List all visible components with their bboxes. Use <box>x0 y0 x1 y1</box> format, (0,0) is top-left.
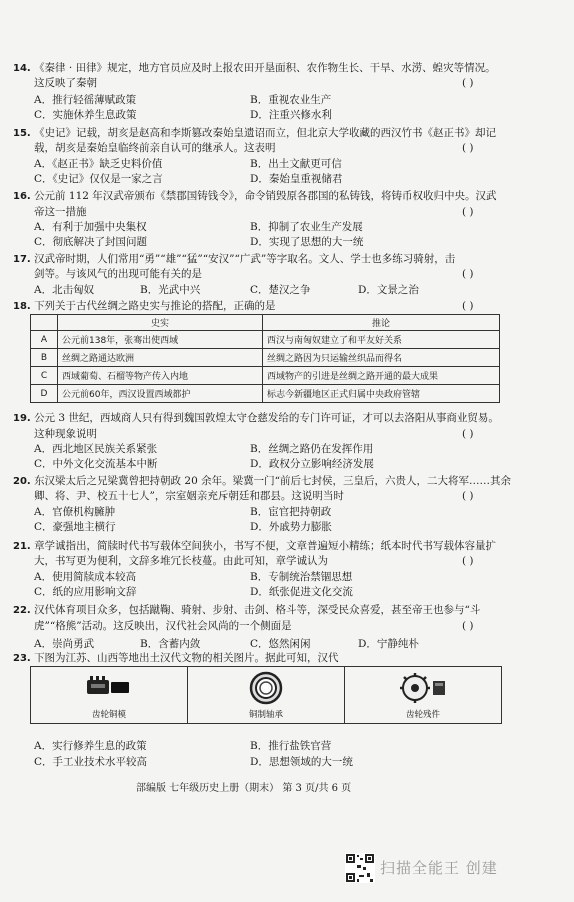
q20-option-b[interactable]: B．宦官把持朝政 <box>250 506 332 518</box>
row-key: A <box>31 331 58 349</box>
q14-stem-line1: 14. 《秦律 · 田律》规定，地方官员应及时上报农田开垦面积、农作物生长、干旱、水涝、蝗灾等情况。 <box>13 62 496 74</box>
row-key: C <box>31 367 58 385</box>
q21-option-a[interactable]: A．使用简牍成本较高 <box>34 571 137 583</box>
q18-table <box>30 314 500 403</box>
row-key: B <box>31 349 58 367</box>
q23-option-d[interactable]: D．思想领域的大一统 <box>250 756 353 768</box>
q19-answer-blank[interactable]: ( ) <box>462 428 474 440</box>
q14-option-b[interactable]: B．重视农业生产 <box>250 94 332 106</box>
row-fact: 公元前60年，西汉设置西域都护 <box>58 385 263 403</box>
q14-option-c[interactable]: C．实施休养生息政策 <box>34 109 137 121</box>
q14-answer-blank[interactable]: ( ) <box>462 77 474 89</box>
q15-stem-line1: 15. 《史记》记载，胡亥是赵高和李斯篡改秦始皇遗诏而立，但北京大学收藏的西汉竹书《赵正书》却记 <box>13 127 497 139</box>
table-row <box>31 331 500 349</box>
q23-option-b[interactable]: B．推行盐铁官营 <box>250 740 332 752</box>
q22-stem-line2: 虎”“格熊”活动。这反映出，汉代社会风尚的一个侧面是 <box>34 620 292 632</box>
q21-stem-line1: 21. 章学诚指出，简牍时代书写载体空间狭小，书写不便，文章普遍短小精练；纸本时代书写载体容量扩 <box>13 540 497 552</box>
row-key: D <box>31 385 58 403</box>
q16-answer-blank[interactable]: ( ) <box>462 206 474 218</box>
q21-stem-line2: 大，书写更为便利，文辞多堆冗长枝蔓。由此可知，章学诚认为 <box>34 555 328 567</box>
bearing-icon <box>246 671 286 705</box>
q21-option-d[interactable]: D．纸张促进文化交流 <box>250 586 353 598</box>
q18-answer-blank[interactable]: ( ) <box>462 300 474 312</box>
q14-stem-line2: 这反映了秦朝 <box>34 77 97 89</box>
row-inference: 丝绸之路因为只运输丝织品而得名 <box>263 349 500 367</box>
q20-answer-blank[interactable]: ( ) <box>462 490 474 502</box>
row-fact: 公元前138年，张骞出使西域 <box>58 331 263 349</box>
table-header-row <box>31 315 500 331</box>
q21-option-b[interactable]: B．专制统治禁锢思想 <box>250 571 353 583</box>
row-inference: 西汉与南匈奴建立了和平友好关系 <box>263 331 500 349</box>
q19-stem-line2: 这种现象说明 <box>34 428 97 440</box>
gear-fragment-figure <box>345 667 501 723</box>
bearing-figure <box>188 667 344 723</box>
q22-option-d[interactable]: D．宁静纯朴 <box>358 638 419 650</box>
q20-option-a[interactable]: A．官僚机构臃肿 <box>34 506 116 518</box>
q22-option-b[interactable]: B．含蓄内敛 <box>140 638 201 650</box>
bearing-caption: 铜制轴承 <box>248 710 283 720</box>
q15-option-c[interactable]: C．《史记》仅仅是一家之言 <box>34 173 163 185</box>
q17-option-a[interactable]: A．北击匈奴 <box>34 284 95 296</box>
q19-option-d[interactable]: D．政权分立影响经济发展 <box>250 458 374 470</box>
row-inference: 标志今新疆地区正式归属中央政府管辖 <box>263 385 500 403</box>
q21-option-c[interactable]: C．纸的应用影响文辞 <box>34 586 137 598</box>
gear-mold-figure <box>31 667 187 723</box>
table-header-inference: 推论 <box>263 315 500 331</box>
q19-stem-line1: 19. 公元 3 世纪，西域商人只有得到魏国敦煌太守仓慈发给的专门许可证，才可以去洛阳从事商业贸易。 <box>13 412 499 424</box>
gear-fragment-icon <box>393 671 453 705</box>
q19-option-b[interactable]: B．丝绸之路仍在发挥作用 <box>250 443 374 455</box>
table-row <box>31 367 500 385</box>
gear-fragment-caption: 齿轮残件 <box>405 710 440 720</box>
gear-mold-icon <box>79 671 139 705</box>
q17-answer-blank[interactable]: ( ) <box>462 268 474 280</box>
q16-option-c[interactable]: C．彻底解决了封国问题 <box>34 236 148 248</box>
q14-option-d[interactable]: D．注重兴修水利 <box>250 109 332 121</box>
gear-mold-caption: 齿轮铜模 <box>91 710 126 720</box>
q14-option-a[interactable]: A．推行轻徭薄赋政策 <box>34 94 137 106</box>
q22-answer-blank[interactable]: ( ) <box>462 620 474 632</box>
table-row <box>31 385 500 403</box>
row-fact: 西域葡萄、石榴等物产传入内地 <box>58 367 263 385</box>
q15-option-a[interactable]: A．《赵正书》缺乏史料价值 <box>34 158 163 170</box>
q23-stem: 23. 下图为江苏、山西等地出土汉代文物的相关图片。据此可知，汉代 <box>13 652 339 664</box>
q18-stem: 18. 下列关于古代丝绸之路史实与推论的搭配，正确的是 <box>13 300 276 312</box>
q20-option-d[interactable]: D．外戚势力膨胀 <box>250 521 332 533</box>
q15-stem-line2: 载，胡亥是秦始皇临终前亲自认可的继承人。这表明 <box>34 142 276 154</box>
q22-option-a[interactable]: A．崇尚勇武 <box>34 638 95 650</box>
q23-option-a[interactable]: A．实行修养生息的政策 <box>34 740 147 752</box>
q16-stem-line1: 16. 公元前 112 年汉武帝颁布《禁郡国铸钱令》，命令销毁原各郡国的私铸钱，将铸币权收归中央。汉武 <box>13 190 497 202</box>
q16-option-b[interactable]: B．抑制了农业生产发展 <box>250 221 363 233</box>
q15-option-d[interactable]: D．秦始皇重视储君 <box>250 173 343 185</box>
q17-stem-line1: 17. 汉武帝时期，人们常用“勇”“雄”“猛”“安汉”“广武”等字取名。文人、学士也多练习骑射，击 <box>13 253 456 265</box>
table-row <box>31 349 500 367</box>
q19-option-a[interactable]: A．西北地区民族关系紧张 <box>34 443 158 455</box>
q16-option-d[interactable]: D．实现了思想的大一统 <box>250 236 364 248</box>
q15-option-b[interactable]: B．出土文献更可信 <box>250 158 342 170</box>
q20-stem-line1: 20. 东汉梁太后之兄梁冀曾把持朝政 20 余年。梁冀一门“前后七封侯，三皇后，六贵人，二大将军……其余 <box>13 475 511 487</box>
row-fact: 丝绸之路通达欧洲 <box>58 349 263 367</box>
page-footer: 部编版 七年级历史上册（期末） 第 3 页/共 6 页 <box>136 783 352 794</box>
q22-option-c[interactable]: C．悠然闲闲 <box>250 638 311 650</box>
q19-option-c[interactable]: C．中外文化交流基本中断 <box>34 458 158 470</box>
q17-option-b[interactable]: B．光武中兴 <box>140 284 201 296</box>
q20-option-c[interactable]: C．豪强地主横行 <box>34 521 116 533</box>
q15-answer-blank[interactable]: ( ) <box>462 142 474 154</box>
q23-option-c[interactable]: C．手工业技术水平较高 <box>34 756 148 768</box>
q21-answer-blank[interactable]: ( ) <box>462 555 474 567</box>
table-header-key <box>31 315 58 331</box>
q23-artifact-figure <box>30 666 502 724</box>
q17-option-c[interactable]: C．楚汉之争 <box>250 284 311 296</box>
table-header-fact: 史实 <box>58 315 263 331</box>
q20-stem-line2: 卿、将、尹、校五十七人”，宗室姻亲充斥朝廷和郡县。这说明当时 <box>34 490 344 502</box>
q17-stem-line2: 剑等。与该风气的出现可能有关的是 <box>34 268 202 280</box>
q16-stem-line2: 帝这一措施 <box>34 206 87 218</box>
row-inference: 西域物产的引进是丝绸之路开通的最大成果 <box>263 367 500 385</box>
scanner-watermark: 扫描全能王 创建 <box>380 859 498 877</box>
q17-option-d[interactable]: D．文景之治 <box>358 284 419 296</box>
q16-option-a[interactable]: A．有利于加强中央集权 <box>34 221 147 233</box>
qr-code-icon <box>345 853 375 883</box>
q22-stem-line1: 22. 汉代体育项目众多，包括蹴鞠、骑射、步射、击剑、格斗等，深受民众喜爱，甚至帝王也参与“斗 <box>13 604 481 616</box>
